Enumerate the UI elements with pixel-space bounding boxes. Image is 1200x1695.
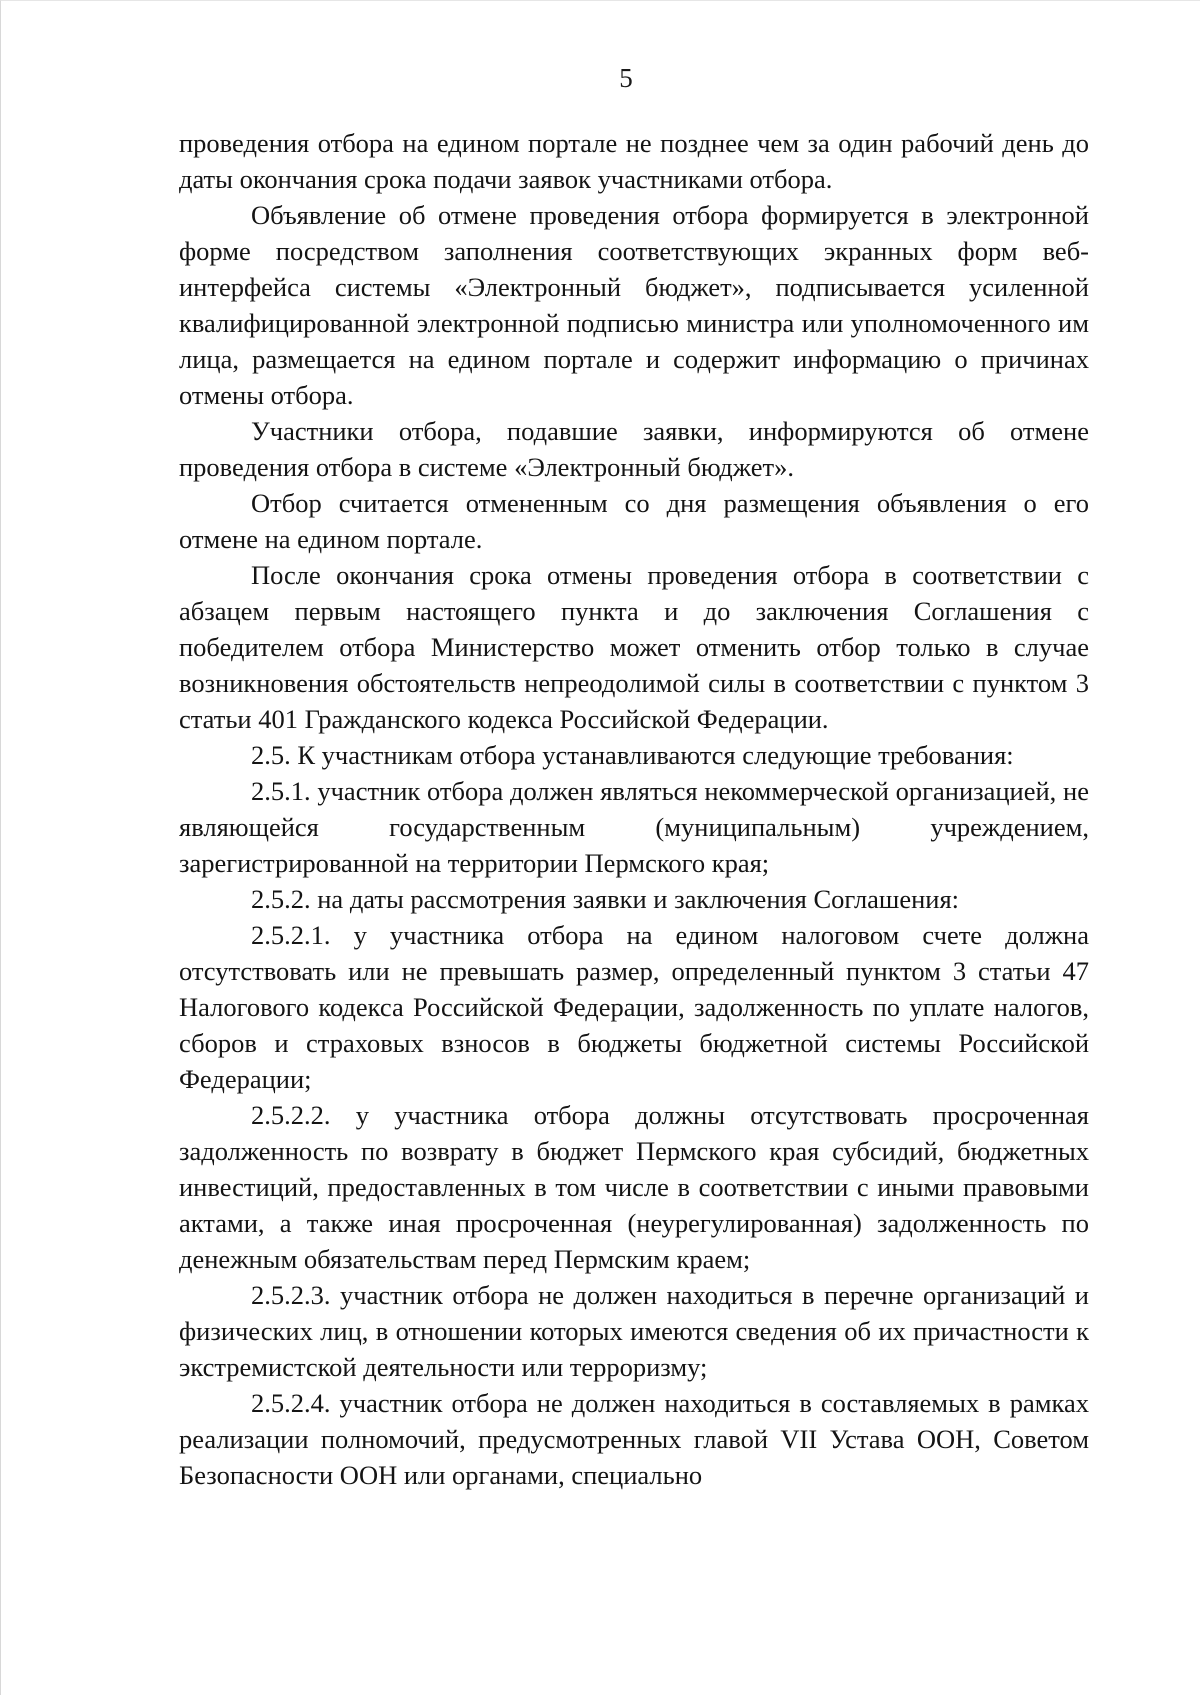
paragraph-2-5-1: 2.5.1. участник отбора должен являться некоммерческой организацией, не являющейся государственным (муниципальным) учреждением, зарегистрированной на территории Пермского края;	[179, 776, 1089, 878]
paragraph-2-5: 2.5. К участникам отбора устанавливаются следующие требования:	[251, 740, 1014, 770]
page-number: 5	[619, 63, 633, 93]
paragraph-2-5-2-4: 2.5.2.4. участник отбора не должен находиться в составляемых в рамках реализации полномочий, предусмотренных главой VII Устава ООН, Советом Безопасности ООН или органами, специально	[179, 1388, 1089, 1490]
paragraph-force-majeure: После окончания срока отмены проведения отбора в соответствии с абзацем первым настоящего пункта и до заключения Соглашения с победителем отбора Министерство может отменить отбор только в случае возникновения обстоятельств непреодолимой силы в соответствии с пунктом 3 статьи 401 Гражданского кодекса Российской Федерации.	[179, 560, 1089, 734]
paragraph-selection-cancelled: Отбор считается отмененным со дня размещения объявления о его отмене на едином портале.	[179, 488, 1089, 554]
paragraph-continuation: проведения отбора на едином портале не позднее чем за один рабочий день до даты окончания срока подачи заявок участниками отбора.	[179, 128, 1089, 194]
document-body	[179, 125, 1089, 1493]
paragraph-2-5-2-1: 2.5.2.1. у участника отбора на едином налоговом счете должна отсутствовать или не превышать размер, определенный пунктом 3 статьи 47 Налогового кодекса Российской Федерации, задолженность по уплате налогов, сборов и страховых взносов в бюджеты бюджетной системы Российской Федерации;	[179, 920, 1089, 1094]
paragraph-2-5-2: 2.5.2. на даты рассмотрения заявки и заключения Соглашения:	[251, 884, 960, 914]
paragraph-participants-informed: Участники отбора, подавшие заявки, информируются об отмене проведения отбора в системе «Электронный бюджет».	[179, 416, 1089, 482]
paragraph-cancellation-announcement: Объявление об отмене проведения отбора формируется в электронной форме посредством заполнения соответствующих экранных форм веб-интерфейса системы «Электронный бюджет», подписывается усиленной квалифицированной электронной подписью министра или уполномоченного им лица, размещается на едином портале и содержит информацию о причинах отмены отбора.	[179, 200, 1089, 410]
paragraph-2-5-2-3: 2.5.2.3. участник отбора не должен находиться в перечне организаций и физических лиц, в отношении которых имеются сведения об их причастности к экстремистской деятельности или терроризму;	[179, 1280, 1089, 1382]
paragraph-2-5-2-2: 2.5.2.2. у участника отбора должны отсутствовать просроченная задолженность по возврату в бюджет Пермского края субсидий, бюджетных инвестиций, предоставленных в том числе в соответствии с иными правовыми актами, а также иная просроченная (неурегулированная) задолженность по денежным обязательствам перед Пермским краем;	[179, 1100, 1089, 1274]
